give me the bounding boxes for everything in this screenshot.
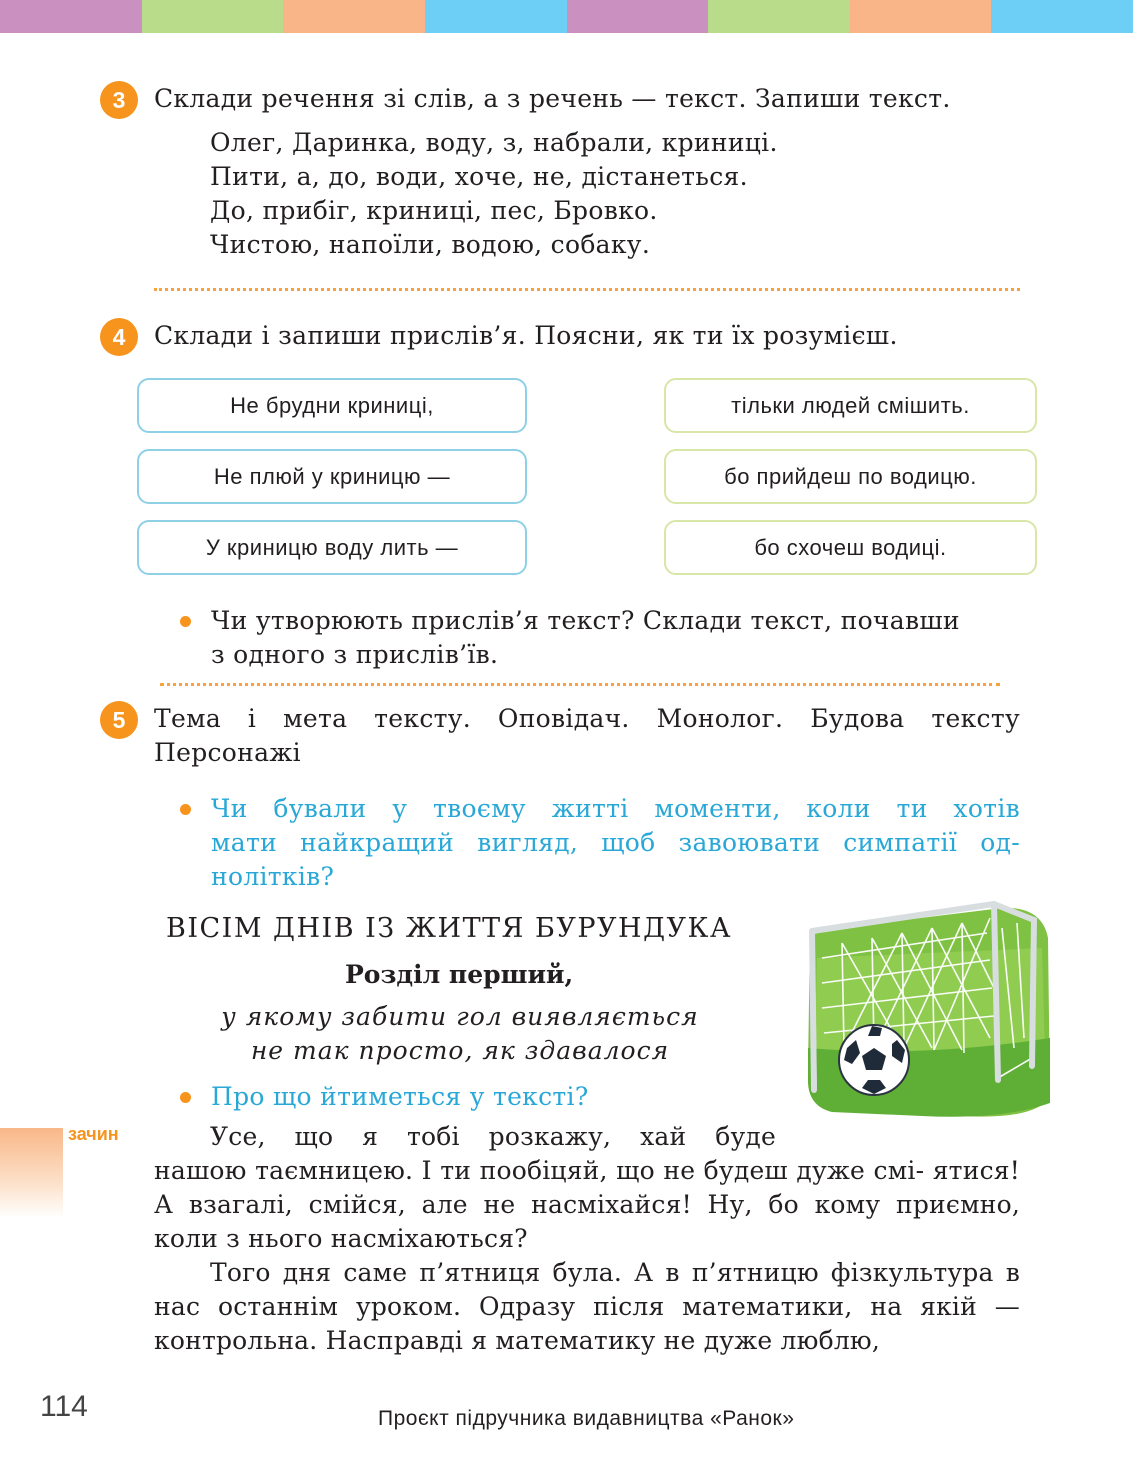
- chapter-subtitle: [180, 1000, 740, 1068]
- publisher-note: Проєкт підручника видавництва «Ранок»: [378, 1407, 795, 1430]
- proverb-end-box: бо прийдеш по водицю.: [664, 449, 1037, 504]
- task-number-badge: 3: [100, 81, 138, 119]
- bullet-dot: [180, 616, 191, 627]
- story-paragraph: [154, 1120, 1020, 1256]
- color-strip-segment: [567, 0, 709, 33]
- topic-line: Персонажі: [154, 738, 301, 767]
- subtitle-line: не так просто, як здавалося: [250, 1036, 670, 1065]
- story-text: [154, 1120, 1020, 1358]
- color-strip-segment: [425, 0, 567, 33]
- margin-highlight: [0, 1128, 63, 1218]
- subtitle-line: у якому забити гол виявляється: [221, 1002, 699, 1031]
- page-number: 114: [40, 1390, 88, 1423]
- paragraph-body: нашою таємницею. І ти пообіцяй, що не будеш дуже смі- ятися! А взагалі, смійся, але не насміхайся! Ну, бо кому приємно, коли з нього насміхаються?: [154, 1156, 1020, 1253]
- task5-topic: [154, 702, 1020, 770]
- task4-question: [211, 604, 960, 672]
- top-color-strip: [0, 0, 1133, 33]
- proverb-end-box: тільки людей смішить.: [664, 378, 1037, 433]
- word-line: Пити, а, до, води, хоче, не, дістанеться.: [210, 162, 748, 191]
- section-divider: [154, 288, 1020, 291]
- proverb-start-box: Не плюй у криницю —: [137, 449, 527, 504]
- section-divider: [160, 683, 1000, 686]
- chapter-heading: Розділ перший,: [345, 960, 574, 989]
- proverb-start-box: У криницю воду лить —: [137, 520, 527, 575]
- question-line: Про що йтиметься у тексті?: [211, 1082, 589, 1111]
- football-goal-illustration: [802, 898, 1052, 1120]
- task5-question: [211, 792, 1020, 894]
- question-line: нолітків?: [211, 862, 335, 891]
- word-line: Чистою, напоїли, водою, собаку.: [210, 230, 651, 259]
- color-strip-segment: [142, 0, 284, 33]
- task3-instruction: Склади речення зі слів, а з речень — текст. Запиши текст.: [154, 84, 951, 113]
- word-line: Олег, Даринка, воду, з, набрали, криниці.: [210, 128, 778, 157]
- paragraph-first-line: Усе, що я тобі розкажу, хай буде: [210, 1122, 776, 1151]
- bullet-dot: [180, 804, 191, 815]
- color-strip-segment: [991, 0, 1133, 33]
- story-paragraph: Того дня саме п’ятниця була. А в п’ятницю фізкультура в нас останнім уроком. Одразу після математики, на якій — контрольна. Насправді я математику не дуже люблю,: [154, 1258, 1020, 1355]
- task4-instruction: Склади і запиши прислів’я. Поясни, як ти їх розумієш.: [154, 321, 898, 350]
- color-strip-segment: [283, 0, 425, 33]
- question-line: Чи утворюють прислів’я текст? Склади текст, почавши: [211, 606, 960, 635]
- color-strip-segment: [708, 0, 850, 33]
- color-strip-segment: [850, 0, 992, 33]
- margin-label: зачин: [68, 1124, 119, 1144]
- topic-line: Тема і мета тексту. Оповідач. Монолог. Будова тексту: [154, 704, 1020, 733]
- proverb-end-box: бо схочеш водиці.: [664, 520, 1037, 575]
- bullet-dot: [180, 1092, 191, 1103]
- proverb-start-box: Не брудни криниці,: [137, 378, 527, 433]
- question-line: мати найкращий вигляд, щоб завоювати симпатії од-: [211, 828, 1020, 857]
- predict-question: [211, 1080, 589, 1114]
- task3-word-lines: [210, 126, 778, 262]
- task-number-badge: 5: [100, 701, 138, 739]
- task-number-badge: 4: [100, 318, 138, 356]
- word-line: До, прибіг, криниці, пес, Бровко.: [210, 196, 658, 225]
- question-line: з одного з прислів’їв.: [211, 640, 499, 669]
- story-title: ВІСІМ ДНІВ ІЗ ЖИТТЯ БУРУНДУКА: [166, 913, 732, 944]
- question-line: Чи бували у твоєму житті моменти, коли ти хотів: [211, 794, 1020, 823]
- color-strip-segment: [0, 0, 142, 33]
